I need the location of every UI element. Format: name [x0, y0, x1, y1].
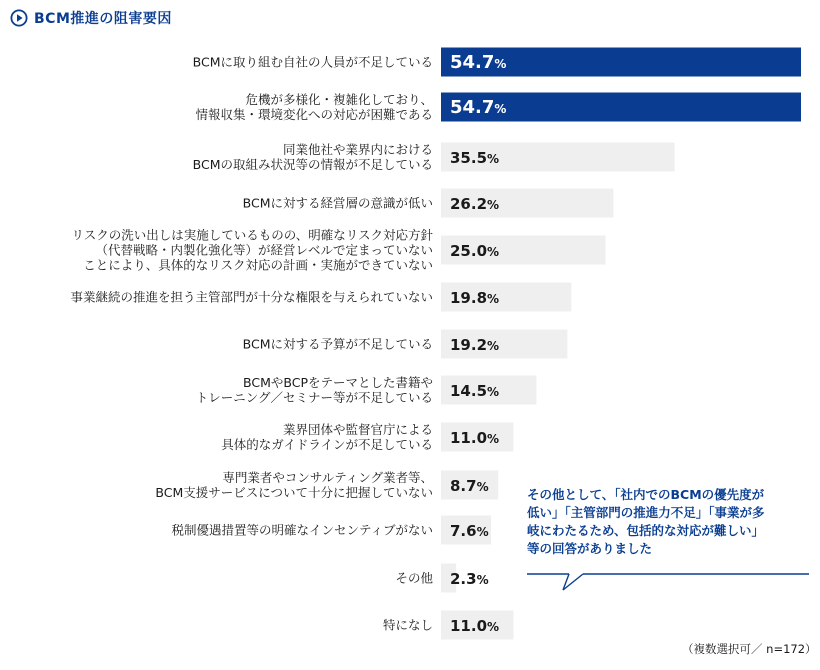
data-label: 11.0%: [450, 429, 500, 447]
category-label: 税制優遇措置等の明確なインセンティブがない: [171, 522, 433, 538]
category-label: BCMに対する予算が不足している: [242, 336, 433, 352]
chart-title: BCM推進の阻害要因: [34, 11, 172, 27]
category-label: 危機が多様化・複雑化しており、情報収集・環境変化への対応が困難である: [195, 92, 433, 122]
category-label: 専門業者やコンサルティング業者等、 BCM支援サービスについて十分に把握していない: [155, 470, 433, 500]
data-label: 8.7%: [450, 477, 489, 495]
data-label: 26.2%: [450, 195, 500, 213]
category-label: BCMに対する経営層の意識が低い: [242, 195, 433, 211]
callout-bracket: [527, 486, 817, 596]
category-label: BCMやBCPをテーマとした書籍やトレーニング／セミナー等が不足している: [195, 375, 433, 405]
data-label: 11.0%: [450, 617, 500, 635]
data-label: 19.8%: [450, 289, 500, 307]
callout-line: その他として、「社内でのBCMの優先度が: [527, 487, 765, 502]
category-label: 業界団体や監督官庁による具体的なガイドラインが不足している: [221, 422, 433, 452]
data-label: 54.7%: [450, 97, 507, 118]
category-label: 特になし: [382, 617, 433, 633]
category-label: 事業継続の推進を担う主管部門が十分な権限を与えられていない: [70, 289, 433, 305]
play-circle-icon: [10, 9, 28, 27]
data-label: 2.3%: [450, 570, 489, 588]
data-label: 7.6%: [450, 522, 489, 540]
chart-header: [10, 8, 172, 28]
callout-line: 等の回答がありました: [527, 541, 653, 556]
category-label: 同業他社や業界内における BCMの取組み状況等の情報が不足している: [192, 142, 433, 172]
callout-line: 低い」「主管部門の推進力不足」「事業が多: [527, 505, 765, 520]
data-label: 35.5%: [450, 149, 500, 167]
category-label: リスクの洗い出しは実施しているものの、明確なリスク対応方針（代替戦略・内製化強化等）が経営レベルで定まっていないことにより、具体的なリスク対応の計画・実施ができていない: [71, 227, 433, 273]
data-label: 19.2%: [450, 336, 500, 354]
category-label: BCMに取り組む自社の人員が不足している: [192, 54, 433, 70]
data-label: 14.5%: [450, 382, 500, 400]
data-label: 25.0%: [450, 242, 500, 260]
category-label: その他: [395, 570, 433, 586]
sample-footnote: （複数選択可／ n=172）: [682, 642, 817, 656]
callout-line: 岐にわたるため、包括的な対応が難しい」: [527, 523, 765, 538]
data-label: 54.7%: [450, 52, 507, 73]
callout-note: [527, 486, 802, 558]
